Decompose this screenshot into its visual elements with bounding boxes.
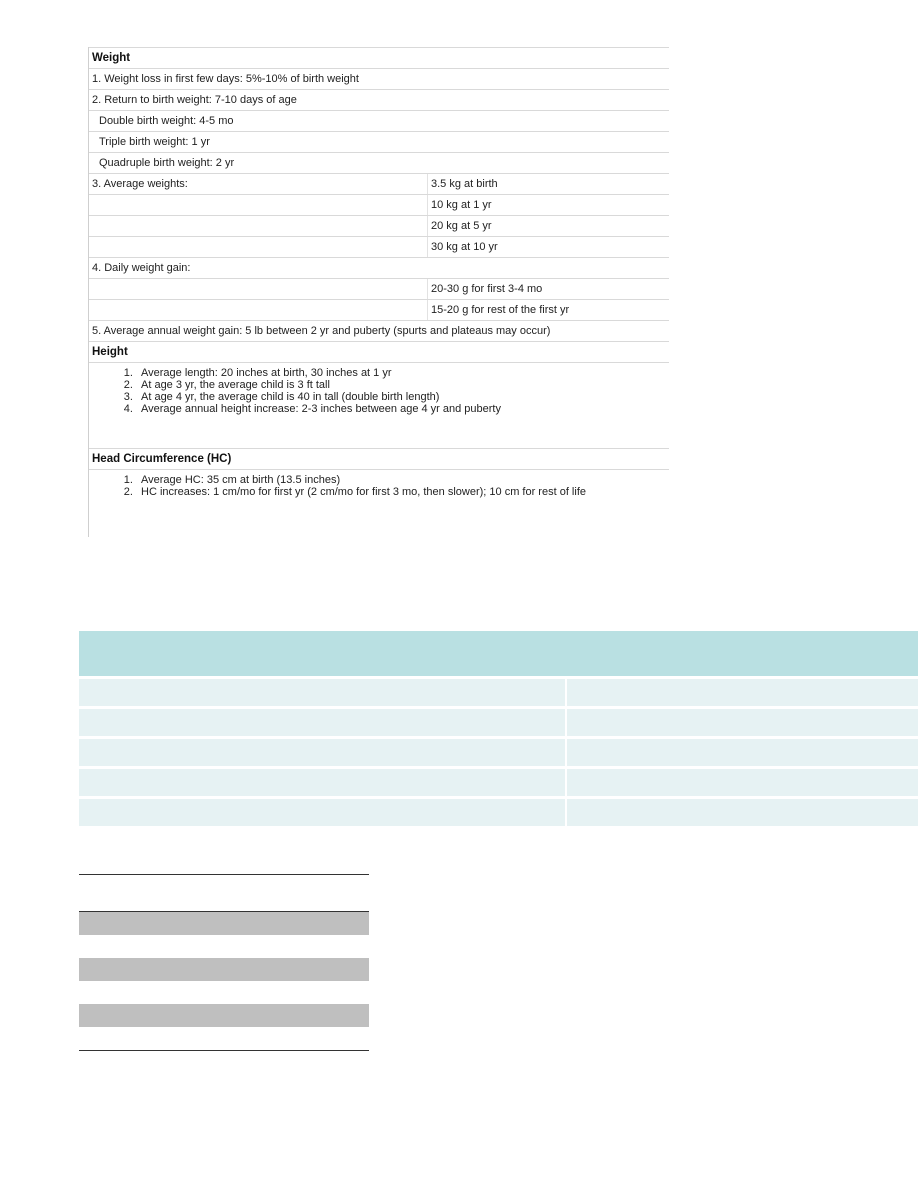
height-heading: Height — [92, 346, 128, 358]
table-row — [89, 236, 669, 257]
table-row — [79, 981, 369, 1004]
list-item: 2. HC increases: 1 cm/mo for first yr (2 cm/mo for first 3 mo, then slower); 10 cm for rest of life — [136, 486, 669, 498]
weight-heading-row — [89, 47, 669, 68]
table-row — [89, 110, 669, 131]
height-heading-row — [89, 341, 669, 362]
hc-heading-row — [89, 448, 669, 469]
table-row — [79, 769, 918, 796]
quadruple-birth-weight: Quadruple birth weight: 2 yr — [99, 157, 235, 169]
double-birth-weight: Double birth weight: 4-5 mo — [99, 115, 234, 127]
daily-weight-gain-label: 4. Daily weight gain: — [92, 262, 191, 274]
table-row — [89, 194, 669, 215]
height-list-block — [89, 362, 669, 448]
table-row — [79, 709, 918, 736]
table-row — [89, 257, 669, 278]
list-item: 1. Average HC: 35 cm at birth (13.5 inches) — [136, 474, 669, 486]
table-row — [79, 935, 369, 958]
average-weight-value: 10 kg at 1 yr — [427, 195, 669, 215]
table-row — [89, 215, 669, 236]
divider — [79, 1050, 369, 1051]
list-item: 3. At age 4 yr, the average child is 40 in tall (double birth length) — [136, 391, 669, 403]
table-row — [89, 152, 669, 173]
average-weights-label: 3. Average weights: — [92, 178, 188, 190]
average-weight-value: 30 kg at 10 yr — [427, 237, 669, 257]
list-item: 1. Average length: 20 inches at birth, 30 inches at 1 yr — [136, 367, 669, 379]
table-row — [89, 68, 669, 89]
average-weight-value: 20 kg at 5 yr — [427, 216, 669, 236]
table-row — [89, 89, 669, 110]
table-row — [79, 958, 369, 981]
table-row — [89, 320, 669, 341]
hc-heading: Head Circumference (HC) — [92, 453, 232, 465]
daily-weight-gain-value: 20-30 g for first 3-4 mo — [427, 279, 669, 299]
weight-heading: Weight — [92, 52, 131, 64]
weight-item-2: 2. Return to birth weight: 7-10 days of age — [92, 94, 297, 106]
empty-gray-table — [79, 874, 369, 1051]
table-row — [79, 799, 918, 826]
weight-item-5: 5. Average annual weight gain: 5 lb between 2 yr and puberty (spurts and plateaus may occur) — [92, 325, 551, 337]
table-row — [89, 299, 669, 320]
height-list — [89, 367, 669, 415]
table-row — [89, 278, 669, 299]
table-row — [89, 131, 669, 152]
daily-weight-gain-value: 15-20 g for rest of the first yr — [427, 300, 669, 320]
growth-table — [88, 47, 669, 537]
triple-birth-weight: Triple birth weight: 1 yr — [99, 136, 210, 148]
list-item: 2. At age 3 yr, the average child is 3 ft tall — [136, 379, 669, 391]
average-weight-value: 3.5 kg at birth — [427, 174, 669, 194]
table-row — [79, 1004, 369, 1027]
hc-list — [89, 474, 669, 498]
table-row — [79, 739, 918, 766]
list-item: 4. Average annual height increase: 2-3 inches between age 4 yr and puberty — [136, 403, 669, 415]
table-row — [79, 679, 918, 706]
table-row — [89, 173, 669, 194]
empty-teal-table — [79, 631, 918, 826]
hc-list-block — [89, 469, 669, 537]
weight-item-1: 1. Weight loss in first few days: 5%-10% of birth weight — [92, 73, 359, 85]
divider — [79, 874, 369, 875]
table-row — [79, 912, 369, 935]
teal-table-header — [79, 631, 918, 676]
table-row — [79, 1027, 369, 1050]
